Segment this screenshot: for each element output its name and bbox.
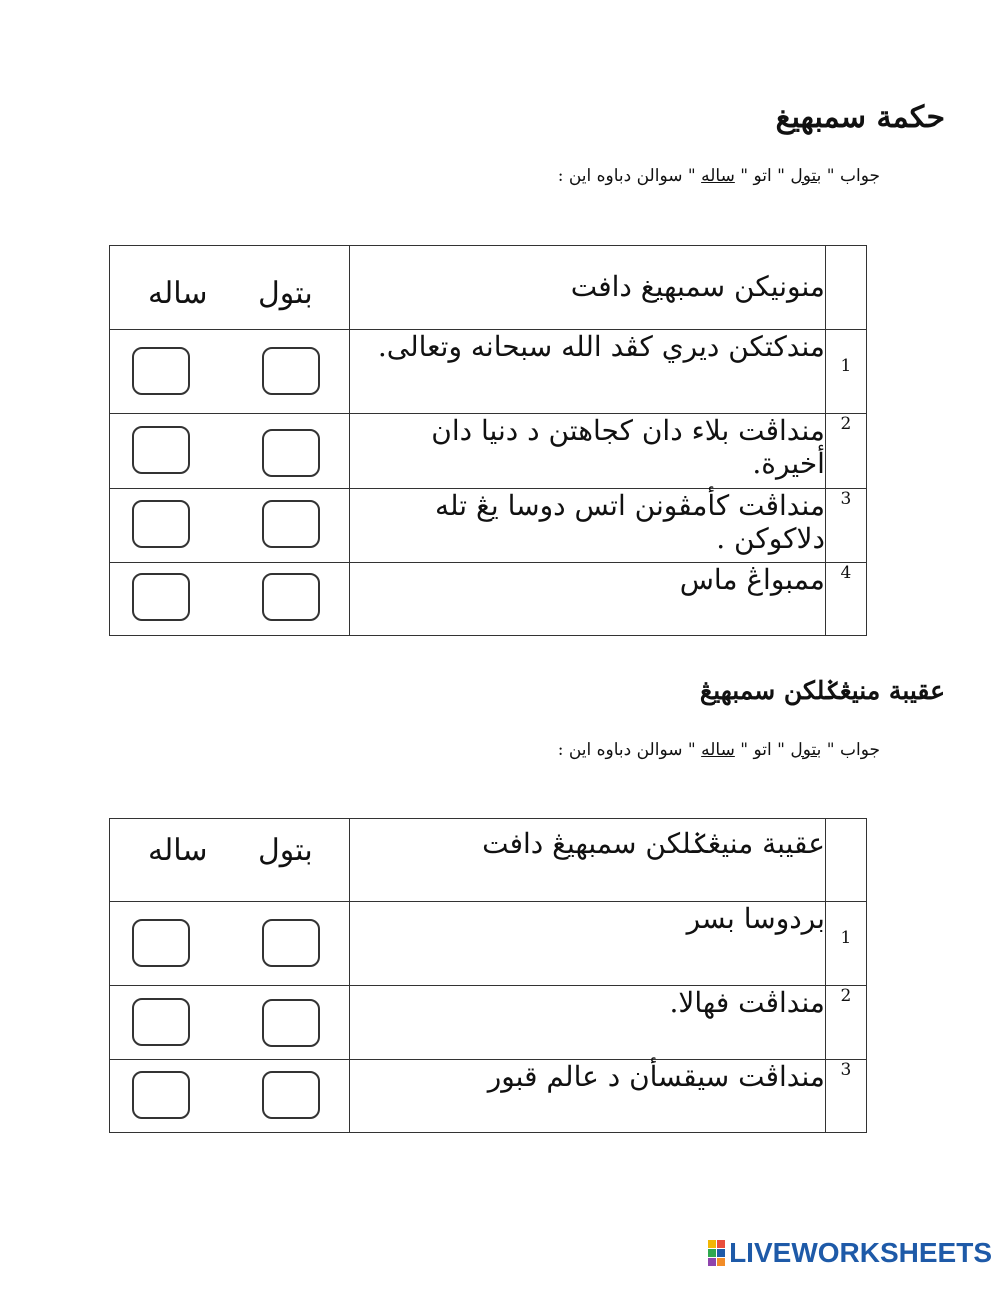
brand-name: LIVEWORKSHEETS <box>729 1237 992 1268</box>
table-row <box>110 902 867 986</box>
table-header-row <box>110 819 867 902</box>
false-label: ساله <box>148 833 208 868</box>
answer-cell <box>110 563 350 636</box>
instruction-part3: " سوالن دباوه اين : <box>557 166 702 186</box>
number-header <box>825 819 866 902</box>
statement-text: منداڤت فهالا. <box>350 986 826 1060</box>
section1-instruction <box>558 166 880 186</box>
statement-text: منداڤت كأمڤونن اتس دوسا يڠ تله دلاكوكن . <box>350 489 826 563</box>
false-checkbox[interactable] <box>132 573 190 621</box>
table-header-row <box>110 246 867 330</box>
statement-header: منونيكن سمبهيغ دافت <box>350 246 826 330</box>
row-number: 1 <box>825 902 866 986</box>
true-checkbox[interactable] <box>262 919 320 967</box>
row-number: 3 <box>825 1060 866 1133</box>
instruction-false-word: ساله <box>701 166 735 186</box>
false-checkbox[interactable] <box>132 347 190 395</box>
statement-text: ممبواڠ ماس <box>350 563 826 636</box>
instruction-part2: " اتو " <box>734 740 791 760</box>
table-row <box>110 1060 867 1133</box>
false-label: ساله <box>148 276 208 311</box>
table-row <box>110 489 867 563</box>
answer-cell <box>110 986 350 1060</box>
true-label: بتول <box>258 276 313 311</box>
instruction-false-word: ساله <box>701 740 735 760</box>
false-checkbox[interactable] <box>132 426 190 474</box>
table-row <box>110 563 867 636</box>
instruction-part1: جواب " <box>821 166 880 186</box>
answer-cell <box>110 902 350 986</box>
section2-instruction <box>558 740 880 760</box>
answer-header-cell <box>110 819 350 902</box>
statement-header: عقيبة منيڠݢلكن سمبهيڠ دافت <box>350 819 826 902</box>
true-checkbox[interactable] <box>262 573 320 621</box>
instruction-true-word: بتول <box>790 166 822 186</box>
statement-text: منداڤت سيقسأن د عالم قبور <box>350 1060 826 1133</box>
section2-title: عقيبة منيڠݢلكن سمبهيڠ <box>699 676 945 705</box>
answer-cell <box>110 489 350 563</box>
section1-table <box>109 245 867 636</box>
liveworksheets-logo[interactable] <box>708 1237 992 1269</box>
statement-text: مندكتكن ديري كڤد الله سبحانه وتعالى. <box>350 330 826 414</box>
answer-cell <box>110 330 350 414</box>
false-checkbox[interactable] <box>132 998 190 1046</box>
section2-table <box>109 818 867 1133</box>
false-checkbox[interactable] <box>132 919 190 967</box>
true-checkbox[interactable] <box>262 429 320 477</box>
answer-cell <box>110 1060 350 1133</box>
answer-header-cell <box>110 246 350 330</box>
true-label: بتول <box>258 833 313 868</box>
true-checkbox[interactable] <box>262 1071 320 1119</box>
false-checkbox[interactable] <box>132 1071 190 1119</box>
row-number: 3 <box>825 489 866 563</box>
answer-cell <box>110 414 350 489</box>
instruction-part2: " اتو " <box>734 166 791 186</box>
false-checkbox[interactable] <box>132 500 190 548</box>
true-checkbox[interactable] <box>262 999 320 1047</box>
table-row <box>110 986 867 1060</box>
logo-blocks-icon <box>708 1240 725 1266</box>
number-header <box>825 246 866 330</box>
section1-title: حكمة سمبهيغ <box>775 100 945 135</box>
statement-text: منداڤت بلاء دان كجاهتن د دنيا دان أخيرة. <box>350 414 826 489</box>
statement-text: بردوسا بسر <box>350 902 826 986</box>
true-checkbox[interactable] <box>262 347 320 395</box>
instruction-true-word: بتول <box>790 740 822 760</box>
instruction-part1: جواب " <box>821 740 880 760</box>
instruction-part3: " سوالن دباوه اين : <box>557 740 702 760</box>
table-row <box>110 414 867 489</box>
row-number: 2 <box>825 986 866 1060</box>
row-number: 2 <box>825 414 866 489</box>
true-checkbox[interactable] <box>262 500 320 548</box>
row-number: 1 <box>825 330 866 414</box>
table-row <box>110 330 867 414</box>
row-number: 4 <box>825 563 866 636</box>
